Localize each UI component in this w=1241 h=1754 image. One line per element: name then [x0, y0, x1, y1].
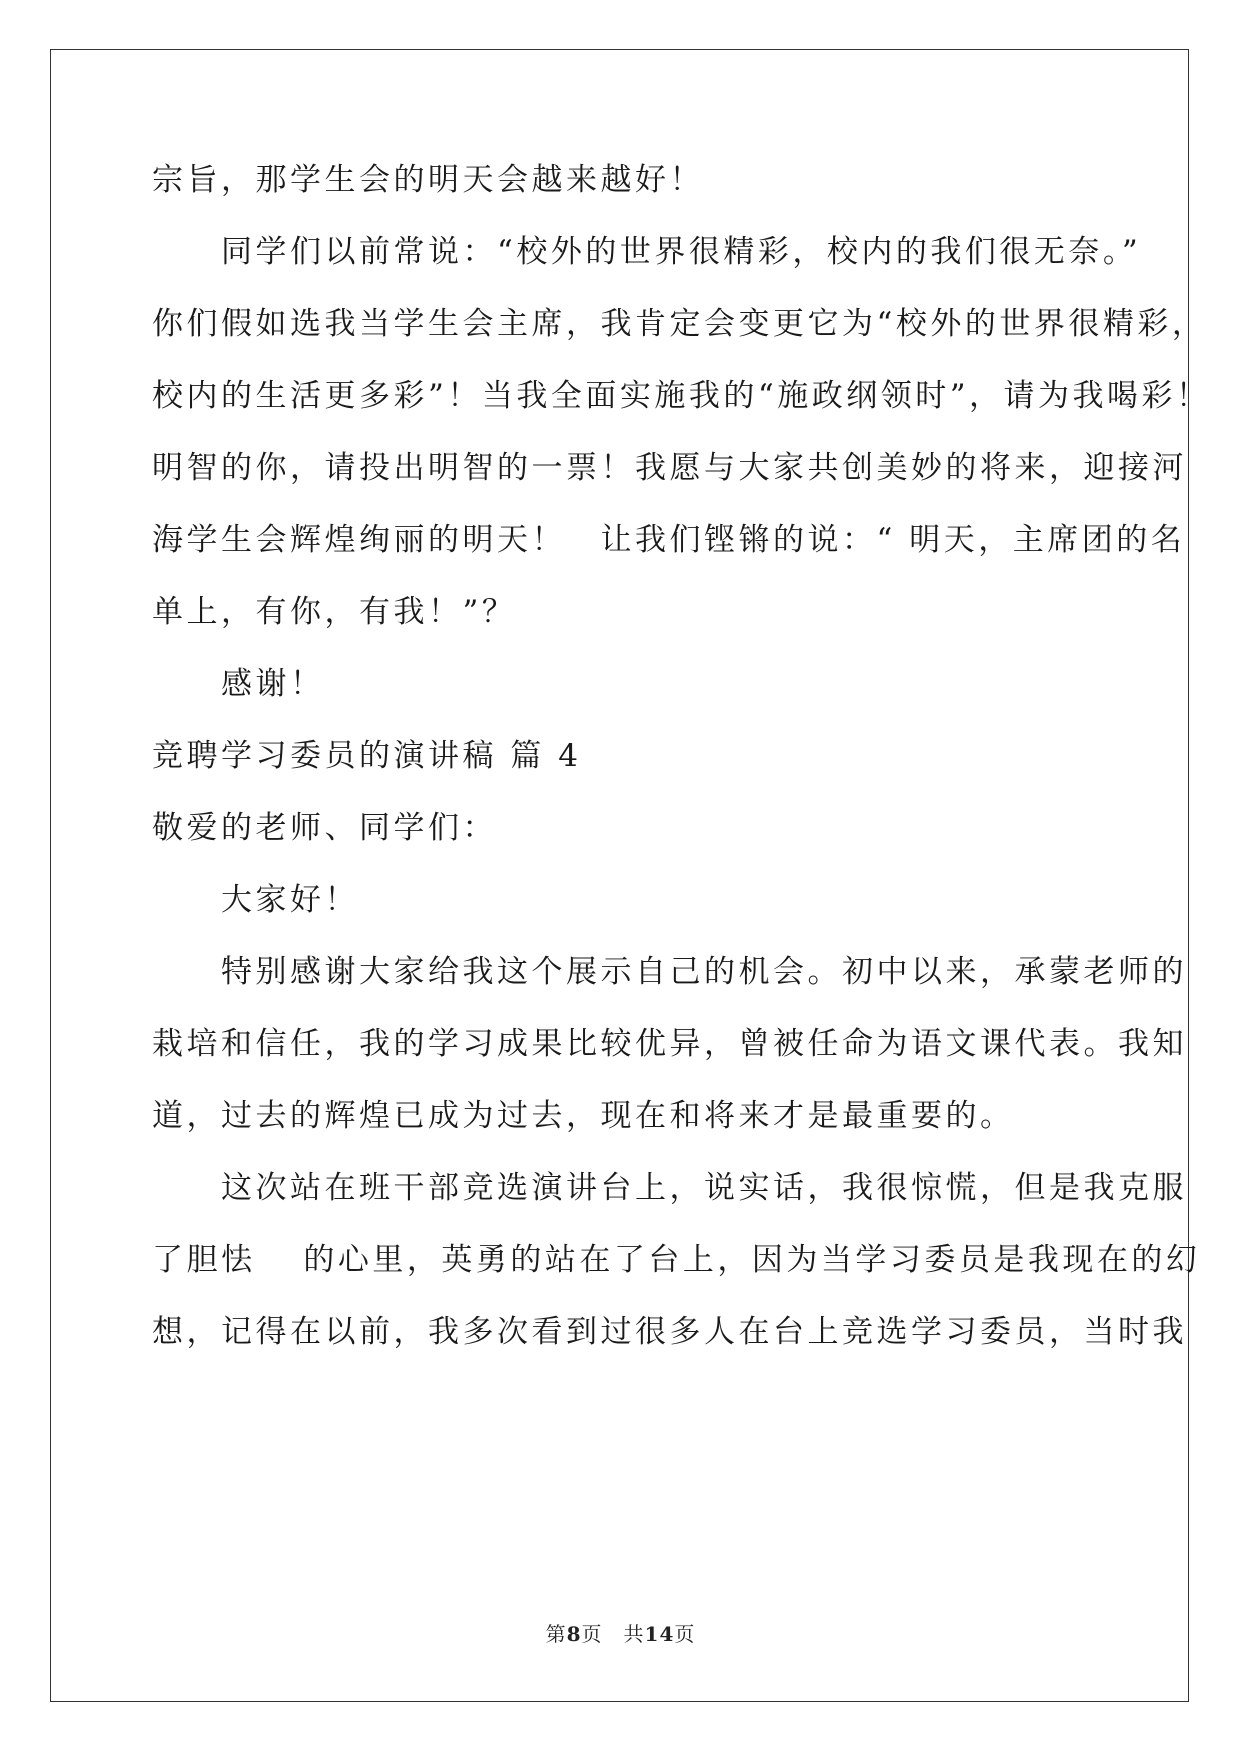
footer-suffix: 页 — [674, 1622, 696, 1646]
text-line: 想，记得在以前，我多次看到过很多人在台上竞选学习委员，当时我 — [152, 1314, 1187, 1350]
text-line: 同学们以前常说：“校外的世界很精彩，校内的我们很无奈。” — [152, 234, 1142, 270]
section-heading: 竞聘学习委员的演讲稿 篇 4 — [152, 738, 582, 774]
total-pages-number: 14 — [644, 1622, 675, 1646]
salutation: 敬爱的老师、同学们： — [152, 810, 497, 846]
text-line: 道，过去的辉煌已成为过去，现在和将来才是最重要的。 — [152, 1098, 1015, 1134]
text-line: 校内的生活更多彩”！当我全面实施我的“施政纲领时”，请为我喝彩！ — [152, 378, 1211, 414]
footer-prefix: 第 — [545, 1622, 567, 1646]
text-line: 栽培和信任，我的学习成果比较优异，曾被任命为语文课代表。我知 — [152, 1026, 1187, 1062]
text-line: 了胆怯 的心里，英勇的站在了台上，因为当学习委员是我现在的幻 — [152, 1242, 1201, 1278]
page-footer — [0, 1618, 1241, 1647]
text-line: 你们假如选我当学生会主席，我肯定会变更它为“校外的世界很精彩， — [152, 306, 1207, 342]
page-border — [50, 49, 1189, 1702]
text-line: 海学生会辉煌绚丽的明天！ 让我们铿锵的说：“ 明天，主席团的名 — [152, 522, 1186, 558]
text-line: 这次站在班干部竞选演讲台上，说实话，我很惊慌，但是我克服 — [152, 1170, 1187, 1206]
current-page-number: 8 — [566, 1622, 582, 1646]
text-line: 感谢！ — [152, 666, 325, 702]
text-line: 特别感谢大家给我这个展示自己的机会。初中以来，承蒙老师的 — [152, 954, 1187, 990]
text-line: 明智的你，请投出明智的一票！我愿与大家共创美妙的将来，迎接河 — [152, 450, 1187, 486]
text-line: 大家好！ — [152, 882, 359, 918]
text-line: 单上，有你，有我！”？ — [152, 594, 517, 630]
footer-mid: 页 共 — [581, 1622, 645, 1646]
text-line: 宗旨，那学生会的明天会越来越好！ — [152, 162, 704, 198]
